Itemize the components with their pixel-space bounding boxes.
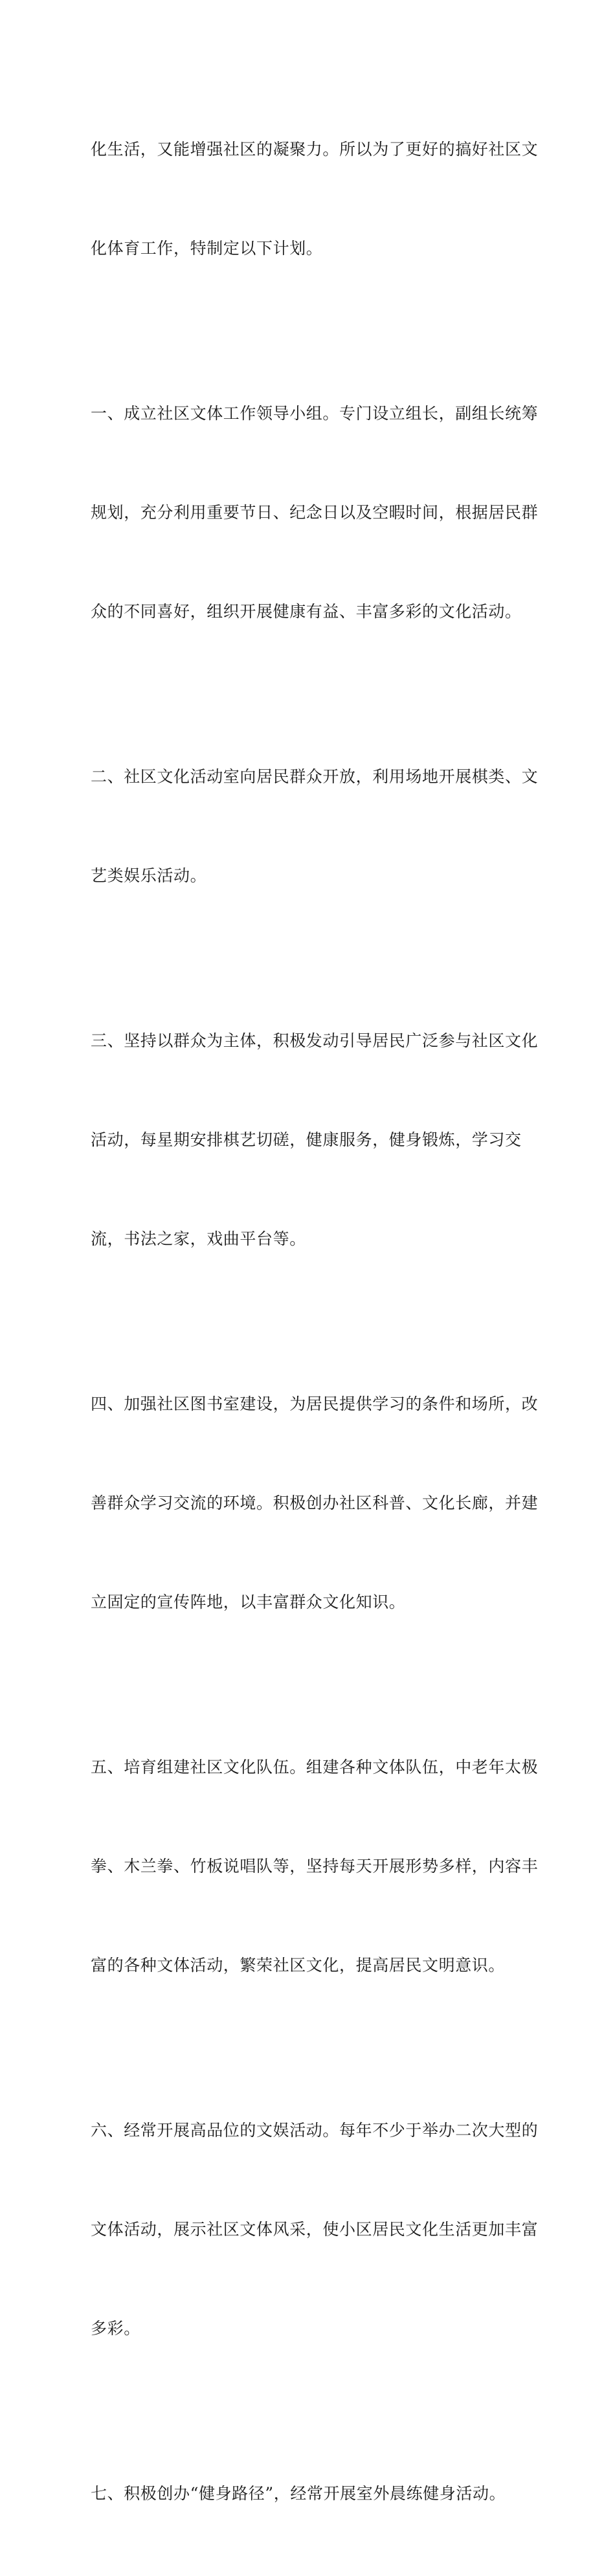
paragraph-intro bbox=[91, 67, 539, 331]
text-line: 拳、木兰拳、竹板说唱队等，坚持每天开展形势多样，内容丰 bbox=[91, 1857, 539, 1876]
paragraph-item-7 bbox=[91, 2411, 531, 2576]
paragraph-item-6 bbox=[91, 2048, 539, 2411]
text-line: 六、经常开展高品位的文娱活动。每年不少于举办二次大型的 bbox=[91, 2121, 539, 2140]
text-line: 立固定的宣传阵地，以丰富群众文化知识。 bbox=[91, 1593, 406, 1611]
text-line: 规划，充分利用重要节日、纪念日以及空暇时间，根据居民群 bbox=[91, 503, 539, 522]
text-line: 四、加强社区图书室建设，为居民提供学习的条件和场所，改 bbox=[91, 1394, 539, 1413]
document-body bbox=[91, 67, 539, 2576]
text-line: 化体育工作，特制定以下计划。 bbox=[91, 239, 323, 258]
text-line: 文体活动，展示社区文体风采，使小区居民文化生活更加丰富 bbox=[91, 2220, 539, 2239]
paragraph-item-1 bbox=[91, 331, 539, 694]
text-line: 艺类娱乐活动。 bbox=[91, 866, 207, 885]
text-line: 富的各种文体活动，繁荣社区文化，提高居民文明意识。 bbox=[91, 1956, 506, 1975]
text-line: 善群众学习交流的环境。积极创办社区科普、文化长廊，并建 bbox=[91, 1494, 539, 1512]
text-line: 多彩。 bbox=[91, 2319, 140, 2338]
text-line: 众的不同喜好，组织开展健康有益、丰富多彩的文化活动。 bbox=[91, 602, 522, 621]
paragraph-item-4 bbox=[91, 1321, 539, 1685]
text-line: 三、坚持以群众为主体，积极发动引导居民广泛参与社区文化 bbox=[91, 1031, 539, 1050]
text-line: 五、培育组建社区文化队伍。组建各种文体队伍，中老年太极 bbox=[91, 1758, 539, 1776]
text-line: 七、积极创办“健身路径”，经常开展室外晨练健身活动。 bbox=[91, 2484, 506, 2503]
text-line: 一、成立社区文体工作领导小组。专门设立组长，副组长统筹 bbox=[91, 404, 539, 423]
text-line: 二、社区文化活动室向居民群众开放，利用场地开展棋类、文 bbox=[91, 767, 539, 786]
paragraph-item-5 bbox=[91, 1685, 539, 2048]
text-line: 流，书法之家，戏曲平台等。 bbox=[91, 1229, 306, 1248]
paragraph-item-2 bbox=[91, 694, 539, 958]
text-line: 化生活，又能增强社区的凝聚力。所以为了更好的搞好社区文 bbox=[91, 140, 539, 159]
text-line: 活动，每星期安排棋艺切磋，健康服务，健身锻炼，学习交 bbox=[91, 1130, 522, 1149]
paragraph-item-3 bbox=[91, 958, 539, 1321]
